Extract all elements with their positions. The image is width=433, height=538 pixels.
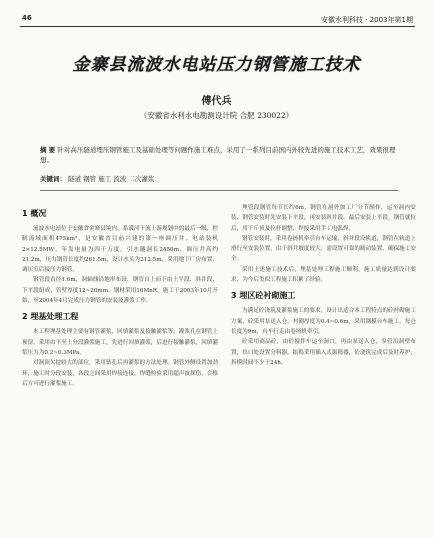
abstract-divider: [40, 190, 398, 191]
abstract-text: 针对高压隧道埋压钢管施工及基础处理等问题作施工难点，采用了一系列目前国内外较先进的施工技术工艺，效果很理想。: [40, 146, 396, 164]
keywords-label: 关键词：: [40, 175, 66, 183]
paragraph: 砼采用商品砼，由砼搅拌车运至洞口，再由泵送入仓，泵管沿洞壁布置，出口处设置分料器，振捣采用插入式振捣器，砼浇筑完成后及时养护，拆模时间不少于24h。: [231, 339, 416, 366]
article-title: 金寨县流波水电站压力钢管施工技术: [72, 55, 361, 75]
abstract-label: 摘 要: [40, 146, 56, 154]
paragraph: 采用上述施工技术后，埋基处理工程施工顺利，施工质量达到设计要求，为今后类似工程施工积累了经验。: [231, 266, 416, 284]
paragraph: 本工程埋基处理主要有钢管灌浆、回填灌浆及接触灌浆等。灌浆孔在钢管上预留，采用由下至上分段灌浆施工，先进行回填灌浆，后进行接触灌浆，回填灌浆压力为0.2~0.3MPa。: [22, 329, 218, 356]
paragraph: 钢管安装时，采用卷扬机牵引台车运输，斜井段设轨道，钢管在轨道上滑行至安装位置，由于斜井坡度较大，需设置可靠的制动装置，确保施工安全。: [231, 235, 416, 263]
paragraph: 对洞顶欠挖较大的部位，采用钻孔后再灌浆的方法处理。钢管外侧设置加劲环，施工时分段安装，各段之间采用焊接连接，焊缝检验采用超声波探伤，合格后方可进行灌浆施工。: [22, 360, 218, 387]
keywords: [40, 174, 398, 183]
author-affiliation: （安徽省水利水电勘测设计院 合肥 230022）: [139, 111, 294, 120]
running-header: [20, 12, 415, 27]
keywords-text: 隧道 钢管 施工 流波 二次灌浆: [68, 175, 155, 183]
journal-name: 安徽水利科技 · 2003年第1期: [321, 16, 413, 24]
page-number: 46: [22, 14, 32, 22]
section-1-heading: 1 概况: [22, 209, 47, 218]
left-column: [22, 203, 218, 389]
paragraph: 钢管段直径1.6m，洞轴线沿地形布设，钢管自上而下由上平段、斜井段、下平段组成，管壁厚度12~20mm，钢材采用16MnR。施工于2003年10月开始，至2004年4月完成压力钢管的安装及灌浆工作。: [22, 277, 218, 305]
abstract: [40, 145, 398, 165]
author-name: 傅代兵: [201, 96, 232, 107]
right-column: [231, 203, 416, 368]
section-3-heading: 3 埋区砼衬砌施工: [231, 291, 296, 301]
section-2-heading: 2 埋基处理工程: [22, 312, 79, 322]
paragraph: 为满足砼浇筑及灌浆施工的要求，设计出适合本工程特点的砼衬砌施工方案，砼采用泵送入仓，衬砌厚度为0.4~0.6m，采用钢模台车施工，每仓长度为9m，台车行走由卷扬机牵引。: [231, 308, 416, 335]
paragraph: 埋管段钢管每节长约6m，钢管在洞外加工厂分节制作，运至洞内安装，钢管安装时先安装下平段，再安装斜井段，最后安装上平段。钢管就位后，用千斤顶及拉杆调整，焊接采用手工电弧焊。: [231, 205, 416, 232]
paragraph: 流波水电站位于安徽省金寨县境内，系潢河干流上游规划中的最后一级，控制流域面积475km²，是安徽省目前兴建的第一座调压井。电站装机2×12.5MW，年发电量为四千万度，引水隧洞长2450m，调压井高约21.2m，压力钢管长度约261.5m，设计水头为212.5m，采用地下厂房布置，调压室后接压力钢管。: [22, 226, 218, 274]
